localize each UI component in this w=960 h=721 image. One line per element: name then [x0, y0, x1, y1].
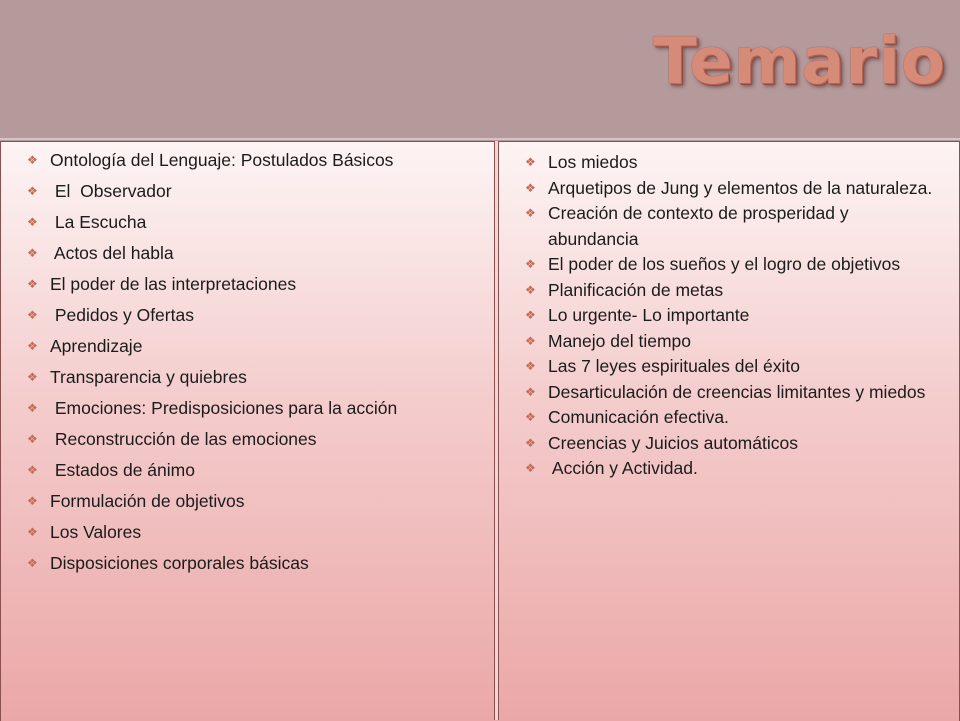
- diamond-bullet-icon: ❖: [27, 494, 38, 508]
- list-item: ❖ Ontología del Lenguaje: Postulados Básicos: [27, 150, 394, 170]
- diamond-bullet-icon: ❖: [27, 432, 38, 446]
- list-item: ❖ Aprendizaje: [27, 336, 143, 356]
- list-item: ❖ Los miedos: [522, 150, 942, 176]
- diamond-bullet-icon: ❖: [27, 184, 38, 198]
- list-item: ❖ Planificación de metas: [522, 278, 942, 304]
- diamond-bullet-icon: ❖: [27, 370, 38, 384]
- list-item: ❖ Transparencia y quiebres: [27, 367, 247, 387]
- diamond-bullet-icon: ❖: [27, 246, 38, 260]
- list-item: ❖ Pedidos y Ofertas: [27, 305, 194, 325]
- header-divider: [0, 138, 960, 140]
- diamond-bullet-icon: ❖: [27, 339, 38, 353]
- diamond-bullet-icon: ❖: [525, 308, 536, 322]
- diamond-bullet-icon: ❖: [525, 410, 536, 424]
- diamond-bullet-icon: ❖: [27, 277, 38, 291]
- diamond-bullet-icon: ❖: [27, 401, 38, 415]
- list-item: ❖ Las 7 leyes espirituales del éxito: [522, 354, 942, 380]
- diamond-bullet-icon: ❖: [525, 461, 536, 475]
- diamond-bullet-icon: ❖: [525, 435, 536, 450]
- list-item: ❖ La Escucha: [27, 212, 147, 232]
- list-item: ❖ El poder de las interpretaciones: [27, 274, 297, 294]
- diamond-bullet-icon: ❖: [525, 359, 536, 373]
- diamond-bullet-icon: ❖: [525, 257, 536, 271]
- list-item: ❖ Reconstrucción de las emociones: [27, 429, 317, 449]
- title-bar: [0, 0, 960, 140]
- diamond-bullet-icon: ❖: [27, 308, 38, 322]
- right-topic-list: [522, 150, 942, 482]
- list-item: ❖ Creación de contexto de prosperidad y abundancia: [525, 203, 849, 249]
- list-item: ❖ El poder de los sueños y el logro de objetivos: [522, 252, 942, 278]
- list-item: ❖ Emociones: Predisposiciones para la acción: [27, 398, 398, 418]
- diamond-bullet-icon: ❖: [27, 556, 38, 570]
- list-item: ❖ Estados de ánimo: [27, 460, 195, 480]
- left-topic-list: [24, 150, 484, 584]
- list-item: ❖ Manejo del tiempo: [522, 329, 942, 355]
- list-item: ❖ Actos del habla: [27, 243, 174, 263]
- list-item: ❖ Comunicación efectiva.: [522, 405, 942, 431]
- list-item: ❖ Acción y Actividad.: [522, 456, 942, 482]
- diamond-bullet-icon: ❖: [525, 155, 536, 169]
- list-item: ❖ El Observador: [27, 181, 172, 201]
- list-item: ❖ Creencias y Juicios automáticos: [522, 431, 942, 457]
- diamond-bullet-icon: ❖: [525, 333, 536, 348]
- diamond-bullet-icon: ❖: [27, 463, 38, 477]
- list-item: ❖ Arquetipos de Jung y elementos de la naturaleza.: [522, 176, 942, 202]
- diamond-bullet-icon: ❖: [525, 384, 536, 399]
- column-divider: [494, 141, 499, 720]
- diamond-bullet-icon: ❖: [525, 206, 536, 220]
- diamond-bullet-icon: ❖: [27, 525, 38, 539]
- diamond-bullet-icon: ❖: [525, 180, 536, 195]
- diamond-bullet-icon: ❖: [27, 215, 38, 229]
- slide-title: Temario: [653, 25, 946, 99]
- list-item: ❖ Los Valores: [27, 522, 142, 542]
- diamond-bullet-icon: ❖: [27, 153, 38, 167]
- list-item: ❖ Disposiciones corporales básicas: [27, 553, 309, 573]
- list-item: ❖ Formulación de objetivos: [27, 491, 245, 511]
- list-item: ❖ Desarticulación de creencias limitantes y miedos: [522, 380, 942, 406]
- diamond-bullet-icon: ❖: [525, 282, 536, 297]
- list-item: ❖ Lo urgente- Lo importante: [522, 303, 942, 329]
